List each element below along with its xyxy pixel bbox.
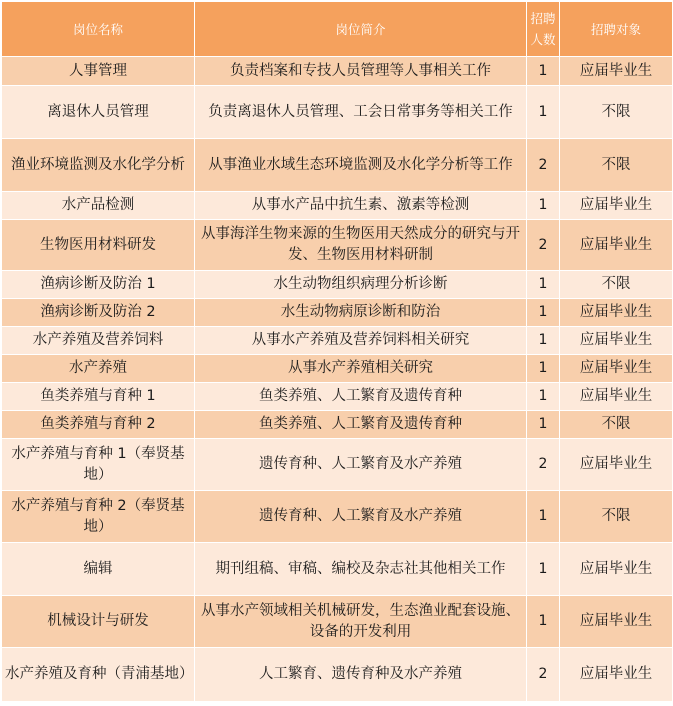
table-row (2, 439, 673, 491)
position-name: 生物医用材料研发 (2, 220, 195, 271)
target-applicants: 应届毕业生 (560, 596, 673, 648)
table-row (2, 86, 673, 139)
target-applicants: 应届毕业生 (560, 57, 673, 86)
position-description: 鱼类养殖、人工繁育及遗传育种 (195, 411, 527, 439)
table-row (2, 271, 673, 299)
position-description: 从事水产养殖及营养饲料相关研究 (195, 327, 527, 355)
table-row (2, 355, 673, 383)
table-row (2, 220, 673, 271)
header-position-name: 岗位名称 (2, 2, 195, 57)
headcount: 1 (527, 411, 560, 439)
headcount: 1 (527, 383, 560, 411)
table-row (2, 543, 673, 596)
position-name: 渔病诊断及防治 2 (2, 299, 195, 327)
position-description: 从事水产领域相关机械研发，生态渔业配套设施、设备的开发利用 (195, 596, 527, 648)
table-row (2, 411, 673, 439)
target-applicants: 应届毕业生 (560, 383, 673, 411)
headcount: 1 (527, 271, 560, 299)
position-description: 鱼类养殖、人工繁育及遗传育种 (195, 383, 527, 411)
table-row (2, 491, 673, 543)
headcount: 1 (527, 57, 560, 86)
headcount: 1 (527, 327, 560, 355)
position-description: 期刊组稿、审稿、编校及杂志社其他相关工作 (195, 543, 527, 596)
position-description: 从事渔业水域生态环境监测及水化学分析等工作 (195, 139, 527, 192)
target-applicants: 应届毕业生 (560, 543, 673, 596)
position-name: 鱼类养殖与育种 2 (2, 411, 195, 439)
headcount: 1 (527, 355, 560, 383)
position-name: 编辑 (2, 543, 195, 596)
position-name: 水产品检测 (2, 192, 195, 220)
header-target-applicants: 招聘对象 (560, 2, 673, 57)
position-name: 水产养殖与育种 1（奉贤基地） (2, 439, 195, 491)
target-applicants: 不限 (560, 86, 673, 139)
table-row (2, 299, 673, 327)
headcount: 1 (527, 596, 560, 648)
headcount: 1 (527, 192, 560, 220)
headcount: 1 (527, 299, 560, 327)
position-name: 人事管理 (2, 57, 195, 86)
target-applicants: 应届毕业生 (560, 299, 673, 327)
position-description: 从事水产养殖相关研究 (195, 355, 527, 383)
position-name: 机械设计与研发 (2, 596, 195, 648)
position-name: 水产养殖与育种 2（奉贤基地） (2, 491, 195, 543)
table-row (2, 648, 673, 702)
table-row (2, 192, 673, 220)
position-description: 人工繁育、遗传育种及水产养殖 (195, 648, 527, 702)
target-applicants: 应届毕业生 (560, 327, 673, 355)
headcount: 1 (527, 543, 560, 596)
position-description: 遗传育种、人工繁育及水产养殖 (195, 491, 527, 543)
position-name: 离退休人员管理 (2, 86, 195, 139)
position-description: 从事水产品中抗生素、激素等检测 (195, 192, 527, 220)
recruitment-table (1, 1, 673, 702)
target-applicants: 不限 (560, 271, 673, 299)
header-headcount: 招聘人数 (527, 2, 560, 57)
position-name: 鱼类养殖与育种 1 (2, 383, 195, 411)
table-row (2, 596, 673, 648)
target-applicants: 不限 (560, 491, 673, 543)
position-description: 水生动物病原诊断和防治 (195, 299, 527, 327)
table-row (2, 383, 673, 411)
position-name: 水产养殖 (2, 355, 195, 383)
target-applicants: 应届毕业生 (560, 192, 673, 220)
target-applicants: 不限 (560, 411, 673, 439)
headcount: 1 (527, 86, 560, 139)
position-description: 遗传育种、人工繁育及水产养殖 (195, 439, 527, 491)
position-description: 水生动物组织病理分析诊断 (195, 271, 527, 299)
position-description: 负责档案和专技人员管理等人事相关工作 (195, 57, 527, 86)
target-applicants: 不限 (560, 139, 673, 192)
position-description: 从事海洋生物来源的生物医用天然成分的研究与开发、生物医用材料研制 (195, 220, 527, 271)
table-header-row (2, 2, 673, 57)
recruitment-table-container (1, 1, 672, 702)
headcount: 2 (527, 648, 560, 702)
target-applicants: 应届毕业生 (560, 220, 673, 271)
position-name: 水产养殖及营养饲料 (2, 327, 195, 355)
header-position-description: 岗位简介 (195, 2, 527, 57)
position-name: 渔病诊断及防治 1 (2, 271, 195, 299)
target-applicants: 应届毕业生 (560, 355, 673, 383)
position-name: 水产养殖及育种（青浦基地） (2, 648, 195, 702)
headcount: 2 (527, 139, 560, 192)
position-description: 负责离退休人员管理、工会日常事务等相关工作 (195, 86, 527, 139)
position-name: 渔业环境监测及水化学分析 (2, 139, 195, 192)
table-row (2, 57, 673, 86)
headcount: 2 (527, 439, 560, 491)
headcount: 2 (527, 220, 560, 271)
headcount: 1 (527, 491, 560, 543)
target-applicants: 应届毕业生 (560, 648, 673, 702)
target-applicants: 应届毕业生 (560, 439, 673, 491)
table-row (2, 327, 673, 355)
table-row (2, 139, 673, 192)
